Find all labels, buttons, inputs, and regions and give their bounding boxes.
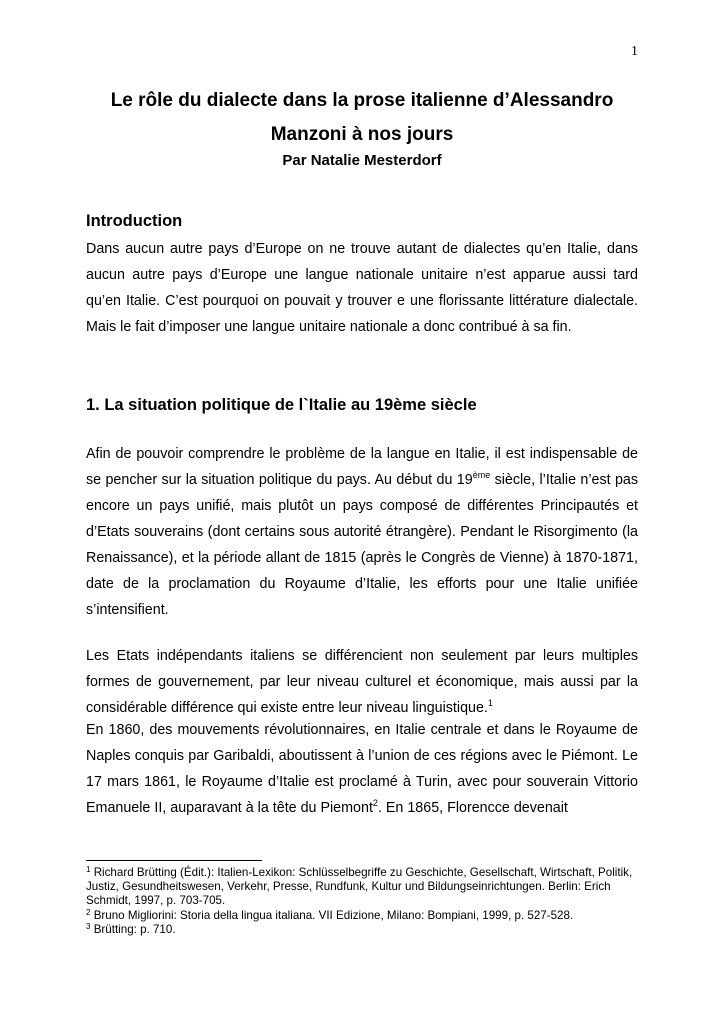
document-title: Le rôle du dialecte dans la prose italienne d’Alessandro Manzoni à nos jours <box>110 90 614 145</box>
footnote-number: 2 <box>86 907 91 917</box>
footnote-number: 1 <box>86 865 91 874</box>
footnote-1 <box>86 866 646 909</box>
footnotes <box>86 866 646 937</box>
footnote-number: 3 <box>86 921 91 931</box>
section-1-paragraph-3 <box>86 717 638 821</box>
intro-paragraph: Dans aucun autre pays d’Europe on ne trouve autant de dialectes qu’en Italie, dans aucun autre pays d’Europe une langue nationale unitaire n’est apparue aussi tard qu’en Italie. C’est pourquoi on pouvait y trouver e une florissante littérature dialectale. Mais le fait d’imposer une langue unitaire nationale a donc contribué à sa fin. <box>86 241 638 335</box>
superscript-eme: ème <box>472 470 491 480</box>
footnote-separator <box>86 860 262 861</box>
footnote-ref-2[interactable]: 2 <box>372 798 378 808</box>
footnote-text: Bruno Migliorini: Storia della lingua italiana. VII Edizione, Milano: Bompiani, 1999, p. 527-528. <box>93 908 574 922</box>
intro-heading: Introduction <box>86 212 183 230</box>
footnote-2 <box>86 909 646 923</box>
footnote-ref-1[interactable]: 1 <box>487 698 493 708</box>
page-number: 1 <box>631 44 638 59</box>
paragraph-text: siècle, l’Italie n’est pas encore un pays unifié, mais plutôt un pays composé de différentes Principautés et d’Etats souverains (dont certains sous autorité étrangère). Pendant le Risorgimento (la Renaissance), et la période allant de 1815 (après le Congrès de Vienne) à 1870-1871, date de la proclamation du Royaume d’Italie, les efforts pour une Italie unifiée s’intensifient. <box>86 472 639 618</box>
paragraph-text: Afin de pouvoir comprendre le problème de la langue en Italie, il est indispensable de se pencher sur la situation politique du pays. Au début du 19 <box>86 446 638 488</box>
section-1-paragraph-1 <box>86 441 638 623</box>
section-1-paragraph-2 <box>86 643 638 721</box>
footnote-3 <box>86 923 646 937</box>
paragraph-text: . En 1865, Florencce devenait <box>377 800 568 816</box>
author-line: Par Natalie Mesterdorf <box>282 152 442 169</box>
paragraph-text: En 1860, des mouvements révolutionnaires, en Italie centrale et dans le Royaume de Naples conquis par Garibaldi, aboutissent à l’union de ces régions avec le Piémont. Le 17 mars 1861, le Royaume d’Italie est proclamé à Turin, avec pour souverain Vittorio Emanuele II, auparavant à la tête du Piemont <box>86 722 638 816</box>
paragraph-text: Les Etats indépendants italiens se différencient non seulement par leurs multiples formes de gouvernement, par leur niveau culturel et économique, mais aussi par la considérable différence qui existe entre leur niveau linguistique. <box>86 648 638 716</box>
footnote-text: Richard Brütting (Édit.): Italien-Lexikon: Schlüsselbegriffe zu Geschichte, Gesellschaft, Wirtschaft, Politik, Justiz, Gesundheitswesen, Verkehr, Presse, Rundfunk, Kultur und Bildungseinrichtungen. Berlin: Erich Schmidt, 1997, p. 703-705. <box>86 866 633 908</box>
footnote-text: Brütting: p. 710. <box>93 922 176 936</box>
section-1-heading: 1. La situation politique de l`Italie au 19ème siècle <box>86 396 477 414</box>
